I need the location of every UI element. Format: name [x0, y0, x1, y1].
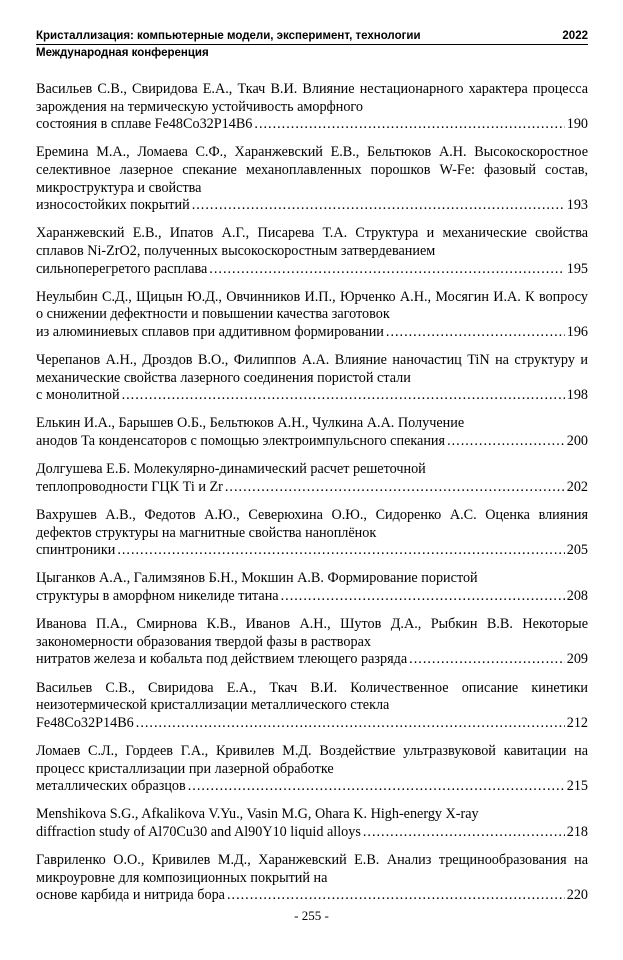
toc-entry-last-line	[36, 197, 588, 215]
toc-entry-last-line	[36, 479, 588, 497]
toc-entry-text: Елькин И.А., Барышев О.Б., Бельтюков А.Н., Чулкина А.А. Получение	[36, 415, 465, 432]
toc-entry	[36, 806, 588, 841]
toc-entry-text: Неулыбин С.Д., Щицын Ю.Д., Овчинников И.П., Юрченко А.Н., Мосягин И.А. К вопросу о снижении дефектности и повышении качества заготовок	[36, 288, 588, 323]
running-head	[36, 30, 588, 59]
toc-entry-last-text: структуры в аморфном никелиде титана	[36, 588, 279, 604]
toc-entry-last-text: износостойких покрытий	[36, 197, 190, 214]
toc-page-number: 190	[566, 116, 588, 133]
toc-page-number: 208	[566, 588, 588, 604]
toc-page-number: 215	[566, 778, 588, 795]
dot-leader	[117, 542, 564, 560]
toc-entry-last-line	[36, 433, 588, 451]
dot-leader	[192, 197, 565, 215]
toc-entry-last-line	[36, 651, 588, 669]
toc-entry-text: Гавриленко О.О., Кривилев М.Д., Харанжевский Е.В. Анализ трещинообразования на микроуровне для композиционных покрытий на	[36, 852, 588, 886]
toc-entry-last-text: с монолитной	[36, 387, 120, 404]
toc-entry	[36, 81, 588, 134]
toc-entry-last-line	[36, 387, 588, 405]
toc-entry-text: Вахрушев А.В., Федотов А.Ю., Северюхина О.Ю., Сидоренко А.С. Оценка влияния дефектов структуры на магнитные свойства наноплёнок	[36, 507, 588, 541]
toc-entry	[36, 852, 588, 905]
toc-entry-last-line	[36, 261, 588, 279]
dot-leader	[209, 261, 564, 279]
toc-entry-last-text: Fe48Co32P14B6	[36, 714, 134, 731]
toc-entry-last-line	[36, 542, 588, 560]
toc-page-number: 193	[566, 197, 588, 214]
toc-entry-last-text: теплопроводности ГЦК Ti и Zr	[36, 478, 223, 495]
toc-entry-text: Еремина М.А., Ломаева С.Ф., Харанжевский Е.В., Бельтюков А.Н. Высокоскоростное селективное лазерное спекание механоплавленных порошков W-Fe: фазовый состав, микроструктура и свойства	[36, 144, 588, 196]
toc-entry-last-text: анодов Ta конденсаторов с помощью электроимпульсного спекания	[36, 433, 446, 450]
toc-page-number: 202	[566, 478, 588, 495]
toc-entry	[36, 415, 588, 450]
toc-entry-last-text: металлических образцов	[36, 778, 186, 795]
page-number-footer: - 255 -	[294, 908, 329, 923]
toc-page-number: 218	[566, 823, 588, 840]
dot-leader	[122, 387, 565, 405]
toc-page-number: 200	[566, 433, 588, 450]
dot-leader	[225, 479, 565, 497]
toc-page-number: 195	[566, 260, 588, 277]
toc-page-number: 220	[566, 887, 588, 904]
toc-entry-last-line	[36, 887, 588, 905]
toc-entry	[36, 289, 588, 342]
dot-leader	[386, 324, 565, 342]
toc-entry-text: Васильев С.В., Свиридова Е.А., Ткач В.И. Влияние нестационарного характера процесса зарождения на термическую устойчивость аморфного	[36, 81, 588, 115]
toc-entry	[36, 743, 588, 796]
dot-leader	[363, 824, 565, 842]
toc-entry	[36, 352, 588, 405]
toc-entry-last-line	[36, 824, 588, 842]
toc-entry-last-text: сильноперегретого расплава	[36, 260, 208, 277]
toc-entry-last-line	[36, 778, 588, 796]
toc-entry	[36, 616, 588, 669]
dot-leader	[447, 433, 565, 451]
dot-leader	[254, 116, 564, 134]
dot-leader	[227, 887, 565, 905]
toc-page-number: 209	[566, 651, 588, 668]
dot-leader	[188, 778, 565, 796]
toc-entry-last-text: diffraction study of Al70Cu30 and Al90Y10 liquid alloys	[36, 823, 361, 840]
toc-entry-text: Иванова П.А., Смирнова К.В., Иванов А.Н., Шутов Д.А., Рыбкин В.В. Некоторые закономерности образования твердой фазы в растворах	[36, 616, 588, 650]
toc-entry-text: Ломаев С.Л., Гордеев Г.А., Кривилев М.Д. Воздействие ультразвуковой кавитации на процесс кристаллизации при лазерной обработке	[36, 742, 588, 777]
header-line	[36, 30, 588, 45]
toc-page-number: 205	[566, 542, 588, 559]
toc-entry-last-line	[36, 116, 588, 134]
toc-entry	[36, 461, 588, 496]
table-of-contents	[36, 81, 588, 915]
toc-entry-text: Васильев С.В., Свиридова Е.А., Ткач В.И. Количественное описание кинетики неизотермической кристаллизации металлического стекла	[36, 679, 588, 714]
toc-entry-text: Долгушева Е.Б. Молекулярно-динамический расчет решеточной	[36, 461, 426, 478]
toc-entry	[36, 225, 588, 278]
toc-entry	[36, 680, 588, 733]
toc-entry-last-line	[36, 324, 588, 342]
dot-leader	[409, 651, 565, 669]
journal-year: 2022	[562, 30, 588, 42]
dot-leader	[281, 588, 565, 606]
toc-entry-last-text: из алюминиевых сплавов при аддитивном формировании	[36, 323, 384, 340]
toc-entry-last-text: спинтроники	[36, 542, 116, 559]
toc-page-number: 196	[566, 323, 588, 340]
dot-leader	[136, 715, 565, 733]
toc-entry-text: Menshikova S.G., Afkalikova V.Yu., Vasin M.G, Ohara K. High-energy X-ray	[36, 806, 479, 823]
toc-entry-last-line	[36, 715, 588, 733]
toc-entry-text: Харанжевский Е.В., Ипатов А.Г., Писарева Т.А. Структура и механические свойства сплавов Ni-ZrO2, полученных высокоскоростным затвердеванием	[36, 225, 588, 259]
toc-page-number: 212	[566, 714, 588, 731]
journal-title: Кристаллизация: компьютерные модели, эксперимент, технологии	[36, 30, 421, 42]
toc-entry-last-text: состояния в сплаве Fe48Co32P14B6	[36, 116, 253, 133]
toc-entry	[36, 570, 588, 605]
toc-page-number: 198	[566, 387, 588, 404]
toc-entry-text: Цыганков А.А., Галимзянов Б.Н., Мокшин А.В. Формирование пористой	[36, 570, 478, 587]
toc-entry-last-line	[36, 588, 588, 606]
toc-entry-text: Черепанов А.Н., Дроздов В.О., Филиппов А.А. Влияние наночастиц TiN на структуру и механические свойства лазерного соединения пористой стали	[36, 352, 588, 386]
toc-entry	[36, 144, 588, 214]
toc-entry	[36, 507, 588, 560]
conference-subtitle: Международная конференция	[36, 47, 209, 59]
toc-entry-last-text: нитратов железа и кобальта под действием тлеющего разряда	[36, 651, 408, 668]
toc-entry-last-text: основе карбида и нитрида бора	[36, 887, 225, 904]
